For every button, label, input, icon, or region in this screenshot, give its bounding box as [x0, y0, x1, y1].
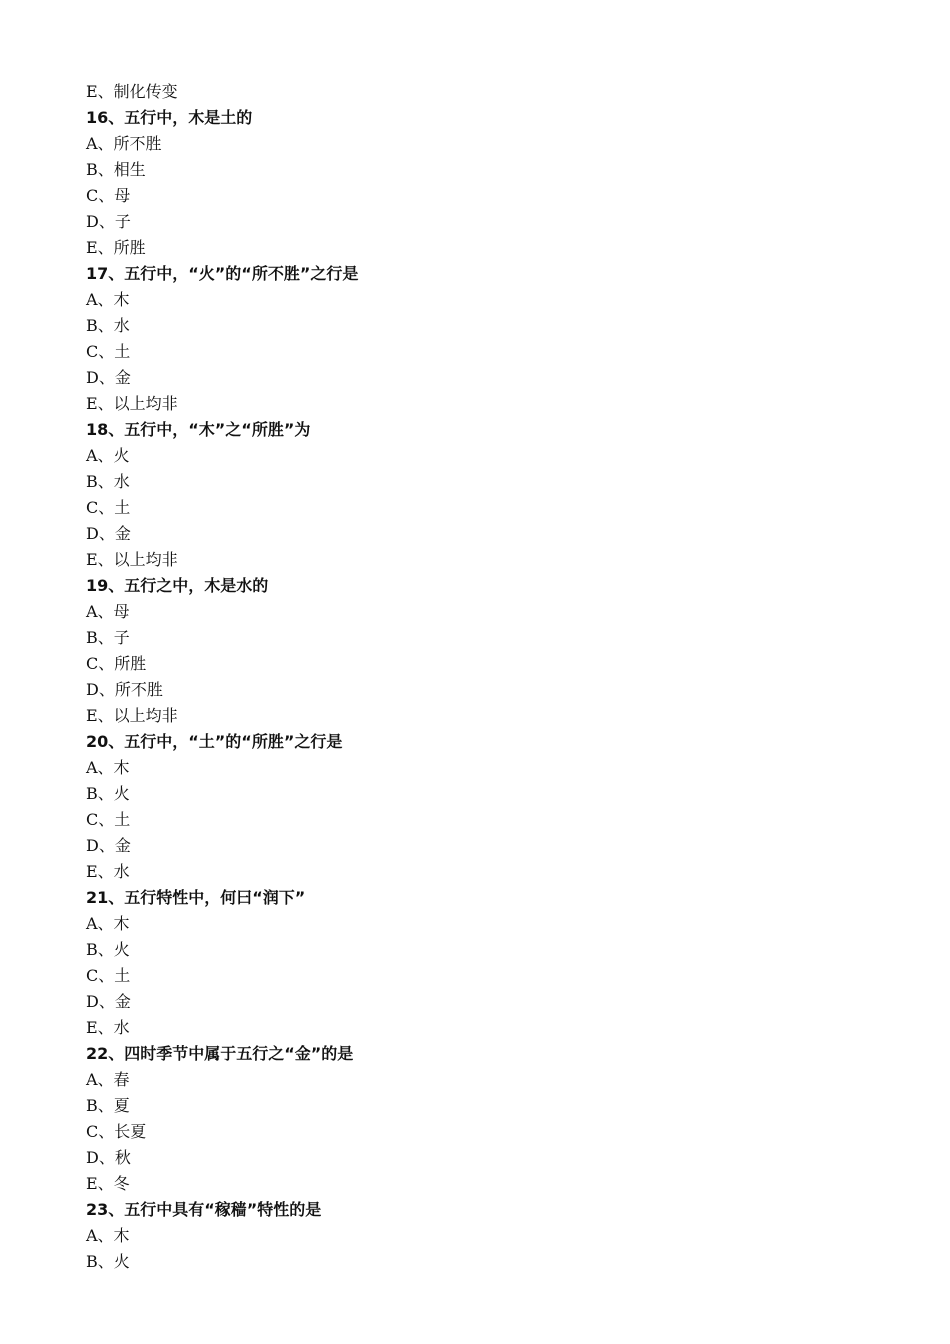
answer-option: D、金 [86, 836, 131, 855]
answer-option: A、所不胜 [86, 134, 162, 153]
question-stem: 18、五行中，“木”之“所胜”为 [86, 420, 311, 439]
answer-option: D、秋 [86, 1148, 131, 1167]
answer-option: C、土 [86, 498, 131, 517]
question-block [86, 261, 886, 417]
question-block [86, 885, 886, 1041]
answer-option: E、以上均非 [86, 394, 178, 413]
answer-option: C、所胜 [86, 654, 147, 673]
question-block [86, 417, 886, 573]
question-stem: 17、五行中，“火”的“所不胜”之行是 [86, 264, 359, 283]
question-block [86, 105, 886, 261]
answer-option: C、土 [86, 966, 131, 985]
answer-option: A、春 [86, 1070, 130, 1089]
answer-option: C、长夏 [86, 1122, 147, 1141]
question-stem: 19、五行之中，木是水的 [86, 576, 269, 595]
answer-option: B、水 [86, 472, 130, 491]
lead-option: E、制化传变 [86, 82, 178, 101]
answer-option: D、金 [86, 524, 131, 543]
answer-option: C、母 [86, 186, 131, 205]
answer-option: C、土 [86, 810, 131, 829]
question-block [86, 729, 886, 885]
answer-option: A、木 [86, 914, 130, 933]
answer-option: E、水 [86, 1018, 130, 1037]
answer-option: B、相生 [86, 160, 146, 179]
question-stem: 16、五行中，木是土的 [86, 108, 253, 127]
answer-option: A、木 [86, 758, 130, 777]
answer-option: D、所不胜 [86, 680, 163, 699]
answer-option: E、以上均非 [86, 550, 178, 569]
answer-option: C、土 [86, 342, 131, 361]
answer-option: D、金 [86, 368, 131, 387]
answer-option: B、子 [86, 628, 130, 647]
answer-option: B、水 [86, 316, 130, 335]
answer-option: B、火 [86, 784, 130, 803]
answer-option: E、冬 [86, 1174, 130, 1193]
answer-option: E、以上均非 [86, 706, 178, 725]
question-stem: 23、五行中具有“稼穑”特性的是 [86, 1200, 322, 1219]
answer-option: A、火 [86, 446, 130, 465]
answer-option: A、木 [86, 290, 130, 309]
answer-option: E、水 [86, 862, 130, 881]
questions-container [86, 105, 886, 1275]
question-block [86, 1197, 886, 1275]
question-stem: 21、五行特性中，何曰“润下” [86, 888, 306, 907]
question-list [86, 79, 886, 1275]
answer-option: B、火 [86, 940, 130, 959]
question-stem: 20、五行中，“土”的“所胜”之行是 [86, 732, 343, 751]
question-block [86, 1041, 886, 1197]
question-stem: 22、四时季节中属于五行之“金”的是 [86, 1044, 354, 1063]
question-block [86, 573, 886, 729]
answer-option: A、母 [86, 602, 130, 621]
answer-option: E、所胜 [86, 238, 146, 257]
answer-option: D、子 [86, 212, 131, 231]
answer-option: B、火 [86, 1252, 130, 1271]
answer-option: D、金 [86, 992, 131, 1011]
answer-option: A、木 [86, 1226, 130, 1245]
answer-option: B、夏 [86, 1096, 130, 1115]
